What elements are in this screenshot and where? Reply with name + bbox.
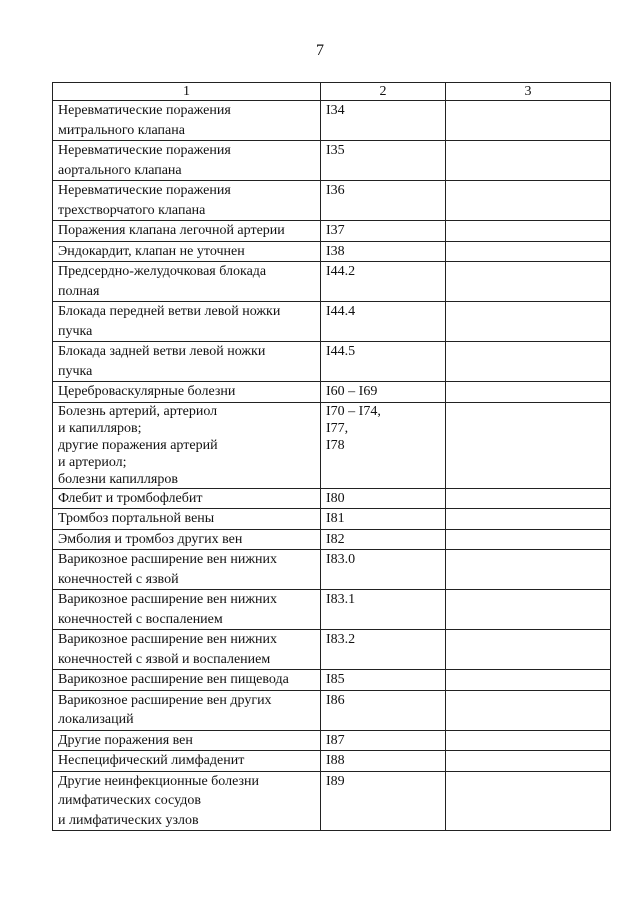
cell-line: Эмболия и тромбоз других вен — [58, 531, 243, 547]
table-row — [53, 730, 611, 751]
table-row — [53, 550, 611, 590]
table-row — [53, 771, 611, 831]
cell-line: I88 — [326, 753, 345, 768]
cell-line: аортального клапана — [58, 162, 182, 178]
header-col-2: 2 — [321, 83, 446, 101]
cell-line: конечностей с воспалением — [58, 611, 223, 627]
table-header-row — [53, 83, 611, 101]
note-cell — [446, 181, 611, 221]
cell-line: I89 — [326, 773, 345, 789]
cell-line: Неревматические поражения — [58, 183, 231, 198]
cell-line: I85 — [326, 672, 345, 687]
condition-name-cell — [53, 141, 321, 181]
cell-line: I83.1 — [326, 592, 356, 607]
table-row — [53, 221, 611, 242]
icd-code-cell — [321, 302, 446, 342]
table-row — [53, 402, 611, 488]
note-cell — [446, 529, 611, 550]
icd-code-cell — [321, 402, 446, 488]
cell-line: Неревматические поражения — [58, 143, 231, 158]
condition-name-cell — [53, 262, 321, 302]
table-row — [53, 101, 611, 141]
table-row — [53, 509, 611, 530]
cell-line: локализаций — [58, 712, 134, 727]
cell-line: Тромбоз портальной вены — [58, 511, 215, 526]
table-row — [53, 302, 611, 342]
condition-name-cell — [53, 241, 321, 262]
cell-line: пучка — [58, 363, 93, 379]
icd-code-cell — [321, 262, 446, 302]
table-row — [53, 590, 611, 630]
cell-line: Предсердно-желудочковая блокада — [58, 264, 267, 279]
cell-line: Варикозное расширение вен других — [58, 692, 272, 708]
cell-line: I44.5 — [326, 344, 356, 359]
icd-code-cell — [321, 382, 446, 403]
condition-name-cell — [53, 730, 321, 751]
condition-name-cell — [53, 771, 321, 831]
cell-line: Поражения клапана легочной артерии — [58, 223, 285, 238]
cell-line: Болезнь артерий, артериол — [58, 403, 218, 419]
cell-line: Блокада передней ветви левой ножки — [58, 304, 281, 319]
note-cell — [446, 141, 611, 181]
icd-code-cell — [321, 771, 446, 831]
condition-name-cell — [53, 342, 321, 382]
cell-line: полная — [58, 283, 100, 299]
cell-line: Варикозное расширение вен нижних — [58, 632, 278, 647]
icd-code-cell — [321, 241, 446, 262]
icd-code-cell — [321, 141, 446, 181]
table-row — [53, 141, 611, 181]
note-cell — [446, 751, 611, 772]
cell-line: конечностей с язвой и воспалением — [58, 651, 271, 667]
cell-line: Другие неинфекционные болезни — [58, 773, 260, 789]
icd-code-cell — [321, 630, 446, 670]
table-row — [53, 342, 611, 382]
icd-code-cell — [321, 751, 446, 772]
table-row — [53, 382, 611, 403]
cell-line: I82 — [326, 531, 345, 547]
condition-name-cell — [53, 529, 321, 550]
icd-code-cell — [321, 550, 446, 590]
cell-line: Другие поражения вен — [58, 732, 193, 748]
icd-code-cell — [321, 342, 446, 382]
cell-line: трехстворчатого клапана — [58, 202, 206, 218]
icd-code-cell — [321, 690, 446, 730]
note-cell — [446, 382, 611, 403]
cell-line: I70 – I74, — [326, 403, 381, 419]
icd-code-cell — [321, 488, 446, 509]
condition-name-cell — [53, 101, 321, 141]
cell-line: пучка — [58, 323, 93, 339]
note-cell — [446, 262, 611, 302]
condition-name-cell — [53, 221, 321, 242]
table-row — [53, 529, 611, 550]
page-number: 7 — [316, 42, 324, 59]
cell-line: Флебит и тромбофлебит — [58, 490, 203, 506]
cell-line: I86 — [326, 692, 345, 708]
cell-line: Варикозное расширение вен нижних — [58, 592, 278, 607]
cell-line: I80 — [326, 490, 345, 506]
note-cell — [446, 241, 611, 262]
cell-line: I35 — [326, 143, 345, 158]
table-row — [53, 488, 611, 509]
icd-code-cell — [321, 221, 446, 242]
cell-line: I37 — [326, 223, 345, 238]
cell-line: I44.2 — [326, 264, 356, 279]
note-cell — [446, 402, 611, 488]
table-row — [53, 670, 611, 691]
cell-line: Цереброваскулярные болезни — [58, 384, 236, 399]
note-cell — [446, 670, 611, 691]
note-cell — [446, 342, 611, 382]
note-cell — [446, 590, 611, 630]
cell-line: митрального клапана — [58, 122, 185, 138]
note-cell — [446, 771, 611, 831]
cell-line: I78 — [326, 437, 345, 453]
condition-name-cell — [53, 402, 321, 488]
condition-name-cell — [53, 509, 321, 530]
condition-name-cell — [53, 302, 321, 342]
icd-code-cell — [321, 730, 446, 751]
header-col-1: 1 — [53, 83, 321, 101]
cell-line: и артериол; — [58, 454, 127, 470]
cell-line: Варикозное расширение вен пищевода — [58, 672, 289, 687]
table-row — [53, 262, 611, 302]
condition-name-cell — [53, 590, 321, 630]
table-row — [53, 241, 611, 262]
note-cell — [446, 488, 611, 509]
cell-line: Блокада задней ветви левой ножки — [58, 344, 266, 359]
cell-line: конечностей с язвой — [58, 571, 179, 587]
cell-line: Неспецифический лимфаденит — [58, 753, 245, 768]
icd-code-cell — [321, 670, 446, 691]
condition-name-cell — [53, 550, 321, 590]
diagnosis-code-table — [52, 82, 611, 831]
note-cell — [446, 302, 611, 342]
condition-name-cell — [53, 488, 321, 509]
icd-code-cell — [321, 590, 446, 630]
condition-name-cell — [53, 382, 321, 403]
cell-line: и капилляров; — [58, 420, 142, 436]
note-cell — [446, 730, 611, 751]
note-cell — [446, 101, 611, 141]
note-cell — [446, 221, 611, 242]
cell-line: I87 — [326, 732, 345, 748]
icd-code-cell — [321, 101, 446, 141]
cell-line: I44.4 — [326, 304, 356, 319]
cell-line: I36 — [326, 183, 345, 198]
table-row — [53, 630, 611, 670]
note-cell — [446, 690, 611, 730]
cell-line: болезни капилляров — [58, 471, 178, 487]
cell-line: Эндокардит, клапан не уточнен — [58, 243, 245, 259]
condition-name-cell — [53, 670, 321, 691]
cell-line: другие поражения артерий — [58, 437, 218, 453]
cell-line: и лимфатических узлов — [58, 812, 199, 828]
cell-line: Неревматические поражения — [58, 103, 231, 118]
condition-name-cell — [53, 751, 321, 772]
header-col-3: 3 — [446, 83, 611, 101]
cell-line: I83.0 — [326, 552, 356, 567]
icd-code-cell — [321, 181, 446, 221]
table-row — [53, 181, 611, 221]
note-cell — [446, 509, 611, 530]
table-row — [53, 751, 611, 772]
table-row — [53, 690, 611, 730]
condition-name-cell — [53, 630, 321, 670]
icd-code-cell — [321, 529, 446, 550]
cell-line: I83.2 — [326, 632, 356, 647]
cell-line: I81 — [326, 511, 345, 526]
condition-name-cell — [53, 181, 321, 221]
cell-line: I77, — [326, 420, 349, 436]
condition-name-cell — [53, 690, 321, 730]
cell-line: Варикозное расширение вен нижних — [58, 552, 278, 567]
cell-line: I34 — [326, 103, 345, 118]
icd-code-cell — [321, 509, 446, 530]
cell-line: I38 — [326, 243, 345, 259]
cell-line: лимфатических сосудов — [58, 793, 201, 808]
note-cell — [446, 630, 611, 670]
note-cell — [446, 550, 611, 590]
cell-line: I60 – I69 — [326, 384, 378, 399]
